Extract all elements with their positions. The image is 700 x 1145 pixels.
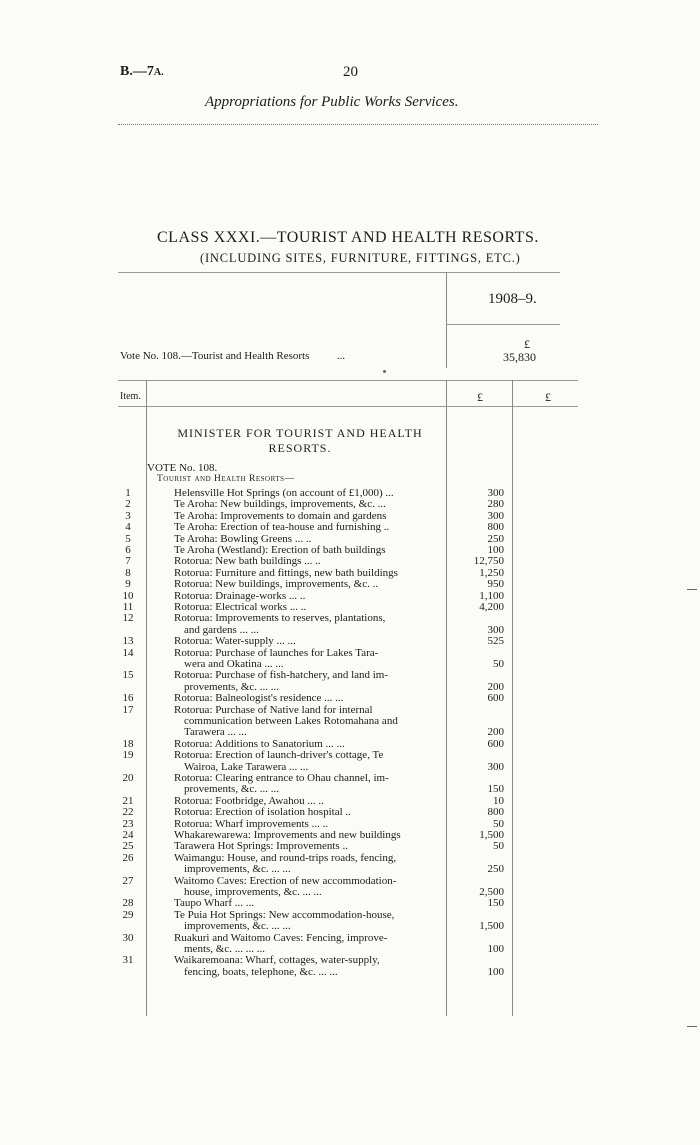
margin-mark	[687, 1026, 697, 1027]
minister-heading: MINISTER FOR TOURIST AND HEALTH RESORTS.	[177, 426, 423, 455]
item-column-rule	[146, 380, 147, 1016]
item-description: Rotorua: Furniture and fittings, new bath buildings	[174, 566, 398, 579]
item-description: Rotorua: Footbridge, Awahou ... ..	[174, 794, 324, 807]
item-description: Te Aroha: Improvements to domain and gardens	[174, 509, 387, 522]
item-amount: 250	[487, 532, 504, 545]
item-description: improvements, &c. ... ...	[184, 863, 291, 876]
item-number: 12	[122, 612, 134, 625]
item-amount: 300	[487, 760, 504, 773]
item-amount: 150	[487, 897, 504, 910]
item-amount: 100	[487, 965, 504, 978]
year-column-header: 1908–9.	[488, 291, 537, 307]
item-amount: 600	[487, 692, 504, 705]
item-description: Rotorua: Wharf improvements ... ..	[174, 817, 329, 830]
item-amount: 280	[487, 498, 504, 511]
item-description: Rotorua: New bath buildings ... ..	[174, 555, 321, 568]
item-number: 9	[125, 578, 131, 591]
class-subtitle: (INCLUDING SITES, FURNITURE, FITTINGS, ETC.)	[200, 251, 521, 265]
item-number: 6	[125, 544, 131, 556]
item-description: Te Aroha (Westland): Erection of bath buildings	[174, 544, 386, 556]
item-number: 20	[122, 772, 134, 784]
item-description: Rotorua: Erection of isolation hospital ..	[174, 806, 351, 819]
item-description: wera and Okatina ... ...	[184, 658, 284, 670]
item-amount: 800	[487, 806, 504, 819]
item-description: Te Aroha: Erection of tea-house and furnishing ..	[174, 521, 390, 534]
item-amount: 525	[487, 635, 504, 648]
item-amount: 100	[487, 544, 504, 556]
item-description: Te Puia Hot Springs: New accommodation-house,	[174, 908, 395, 921]
item-amount: 4,200	[479, 601, 504, 613]
summary-column-divider	[446, 272, 447, 368]
item-amount: 200	[487, 680, 504, 693]
item-number: 25	[122, 840, 134, 853]
item-description: ments, &c. ... ... ...	[184, 943, 265, 955]
item-number: 28	[122, 897, 134, 910]
item-amount: 2,500	[479, 886, 504, 898]
item-amount: 600	[487, 737, 504, 750]
item-amount: 1,250	[479, 566, 504, 579]
section-subheading: Tourist and Health Resorts—	[157, 474, 295, 484]
vote-summary-amount: 35,830	[503, 350, 536, 364]
item-number: 31	[122, 954, 134, 967]
year-rule	[446, 324, 560, 325]
item-number: 11	[122, 601, 134, 613]
item-description: Rotorua: Drainage-works ... ..	[174, 589, 306, 602]
item-description: Rotorua: Purchase of fish-hatchery, and land im-	[174, 669, 389, 682]
item-amount: 1,100	[479, 589, 504, 602]
item-amount: 1,500	[479, 920, 504, 933]
item-number: 21	[122, 794, 134, 807]
item-description: Rotorua: Additions to Sanatorium ... ...	[174, 737, 345, 750]
item-number: 26	[122, 851, 134, 864]
currency-header-2: £	[545, 390, 551, 404]
item-number: 16	[122, 692, 134, 705]
item-amount: 50	[493, 658, 504, 670]
item-amount: 1,500	[479, 829, 504, 841]
item-description: provements, &c. ... ...	[184, 680, 280, 693]
summary-top-rule	[118, 272, 560, 273]
item-description: Te Aroha: Bowling Greens ... ..	[174, 532, 312, 545]
item-description: provements, &c. ... ...	[184, 783, 280, 796]
item-description: Whakarewarewa: Improvements and new buildings	[174, 829, 401, 841]
item-description: fencing, boats, telephone, &c. ... ...	[184, 965, 338, 978]
item-amount: 950	[487, 578, 504, 591]
item-description: Rotorua: Improvements to reserves, plantations,	[174, 612, 386, 625]
item-description: Rotorua: Electrical works ... ..	[174, 601, 307, 613]
vote-summary-label: Vote No. 108.—Tourist and Health Resorts ...	[120, 350, 346, 362]
item-number: 4	[125, 521, 131, 534]
amount-column-rule	[512, 380, 513, 1016]
item-amount: 50	[493, 817, 504, 830]
item-description: Wairoa, Lake Tarawera ... ...	[184, 760, 309, 773]
item-column-header: Item.	[120, 391, 141, 402]
item-number: 19	[122, 749, 134, 762]
item-number: 27	[122, 874, 134, 887]
item-description: Rotorua: Water-supply ... ...	[174, 635, 296, 648]
item-description: communication between Lakes Rotomahana and	[184, 715, 398, 727]
item-amount: 12,750	[473, 555, 504, 568]
item-number: 3	[125, 509, 131, 522]
item-number: 29	[122, 908, 134, 921]
vote-number: VOTE No. 108.	[147, 462, 218, 474]
document-reference: B.—7A.	[120, 64, 164, 79]
item-amount: 800	[487, 521, 504, 534]
class-title: CLASS XXXI.—TOURIST AND HEALTH RESORTS.	[157, 229, 539, 246]
item-number: 1	[125, 487, 131, 499]
item-amount: 250	[487, 863, 504, 876]
item-number: 18	[122, 737, 134, 750]
item-number: 30	[122, 931, 134, 944]
item-description: Tarawera ... ...	[184, 726, 247, 739]
desc-column-rule	[446, 380, 447, 1016]
margin-mark	[687, 589, 697, 590]
table-header-rule	[118, 406, 578, 407]
item-description: Waitomo Caves: Erection of new accommodation-	[174, 874, 397, 887]
item-description: Waikaremoana: Wharf, cottages, water-supply,	[174, 954, 380, 967]
page-subtitle: Appropriations for Public Works Services.	[205, 94, 459, 110]
dot-mark	[383, 370, 386, 373]
header-rule	[118, 124, 598, 125]
item-amount: 50	[493, 840, 504, 853]
item-number: 14	[122, 646, 134, 659]
item-number: 8	[125, 566, 131, 579]
item-description: house, improvements, &c. ... ...	[184, 886, 322, 898]
item-number: 10	[122, 589, 134, 602]
currency-header-1: £	[477, 390, 483, 404]
item-amount: 10	[493, 794, 504, 807]
item-description: improvements, &c. ... ...	[184, 920, 291, 933]
item-description: Rotorua: New buildings, improvements, &c. ..	[174, 578, 379, 591]
item-description: and gardens ... ...	[184, 623, 259, 636]
page-number: 20	[343, 64, 358, 80]
item-description: Rotorua: Balneologist's residence ... ...	[174, 692, 344, 705]
item-description: Rotorua: Erection of launch-driver's cottage, Te	[174, 749, 384, 762]
item-description: Tarawera Hot Springs: Improvements ..	[174, 840, 348, 853]
item-number: 2	[125, 498, 131, 511]
item-description: Taupo Wharf ... ...	[174, 897, 254, 910]
item-number: 13	[122, 635, 134, 648]
item-number: 24	[122, 829, 134, 841]
item-amount: 300	[487, 487, 504, 499]
item-number: 17	[122, 703, 134, 716]
item-description: Rotorua: Purchase of Native land for internal	[174, 703, 373, 716]
item-description: Ruakuri and Waitomo Caves: Fencing, improve-	[174, 931, 388, 944]
item-number: 15	[122, 669, 134, 682]
item-number: 22	[122, 806, 134, 819]
vote-currency: £	[524, 337, 530, 351]
item-amount: 300	[487, 623, 504, 636]
table-top-rule	[118, 380, 578, 381]
item-number: 5	[125, 532, 131, 545]
item-amount: 300	[487, 509, 504, 522]
item-description: Rotorua: Purchase of launches for Lakes Tara-	[174, 646, 379, 659]
item-amount: 150	[487, 783, 504, 796]
item-number: 7	[125, 555, 131, 568]
item-number: 23	[122, 817, 134, 830]
item-amount: 100	[487, 943, 504, 955]
item-description: Waimangu: House, and round-trips roads, fencing,	[174, 851, 397, 864]
item-description: Rotorua: Clearing entrance to Ohau channel, im-	[174, 772, 389, 784]
item-amount: 200	[487, 726, 504, 739]
item-description: Helensville Hot Springs (on account of £1,000) ...	[174, 487, 394, 499]
item-description: Te Aroha: New buildings, improvements, &c. ...	[174, 498, 386, 511]
